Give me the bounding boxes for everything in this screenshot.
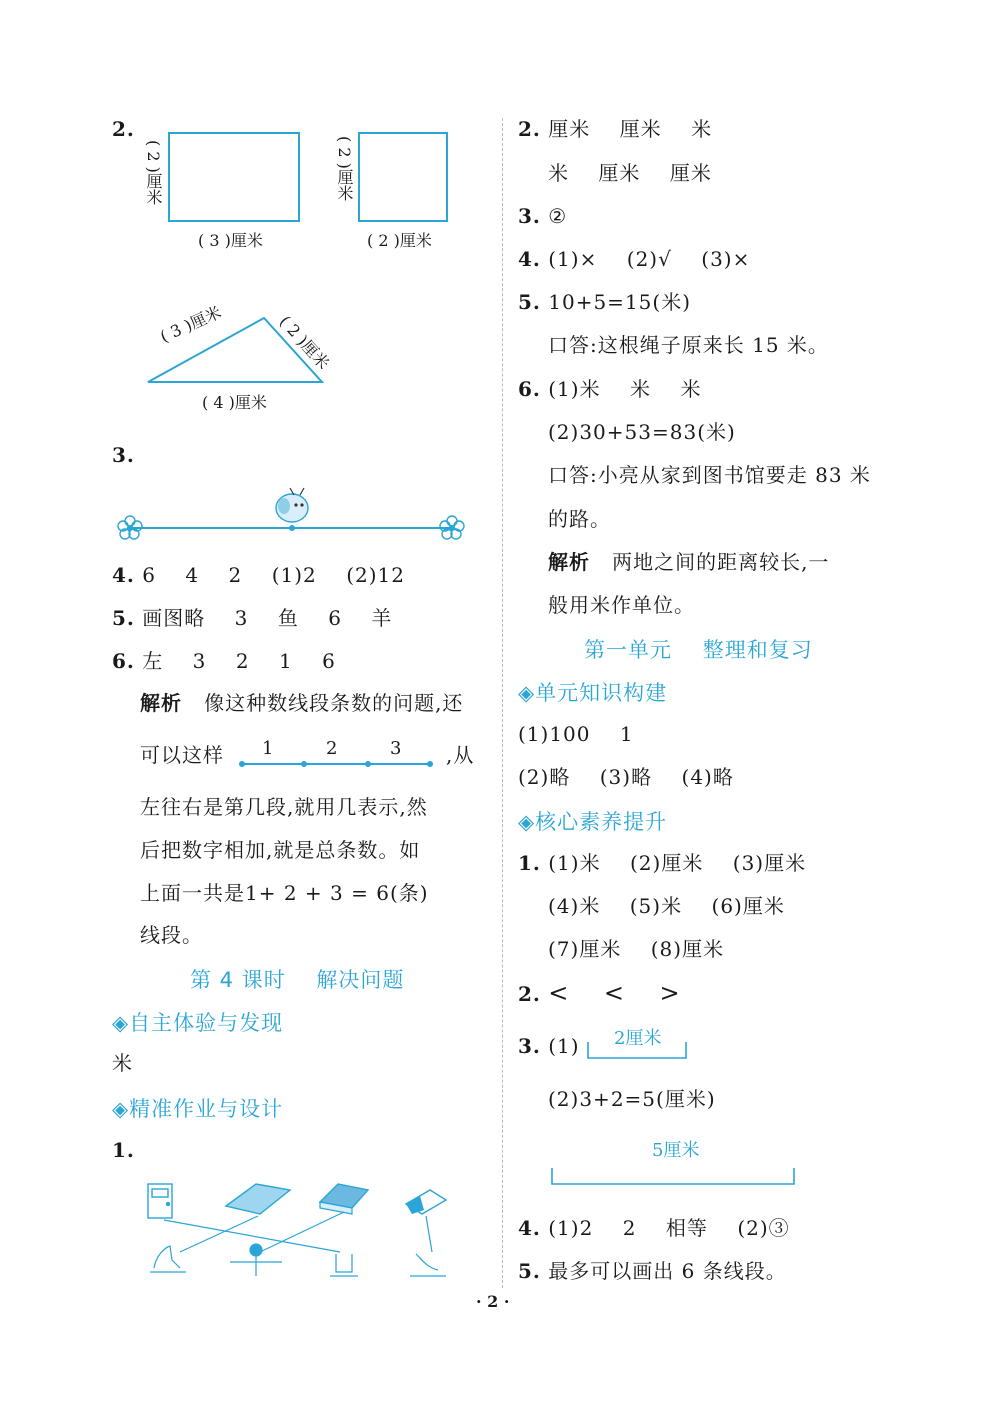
homework-q1-label: 1.	[112, 1138, 135, 1162]
r-q5-line	[518, 289, 691, 315]
q4-text: 6 4 2 (1)2 (2)12	[142, 563, 405, 587]
matching-figure	[140, 1176, 470, 1282]
knowledge-line1: (1)100 1	[518, 722, 634, 746]
q6-analysis-1	[140, 690, 463, 716]
triangle-right-label: ( 2 )厘米	[275, 312, 334, 373]
r-q3-label: 3.	[518, 204, 541, 228]
core-q1-line3: (7)厘米 (8)厘米	[548, 937, 725, 961]
analysis-text: 像这种数线段条数的问题,还	[204, 691, 464, 715]
core-q3-label: 3.	[518, 1034, 541, 1058]
door-icon	[148, 1184, 172, 1218]
r-q2-line2: 米 厘米 厘米	[548, 161, 712, 185]
r-q5-label: 5.	[518, 290, 541, 314]
arms-span-icon	[230, 1244, 282, 1276]
r-q3-line	[518, 203, 567, 229]
unit-title: 第一单元 整理和复习	[584, 638, 813, 662]
q6-text: 左 3 2 1 6	[142, 649, 336, 673]
rectangle-2-figure	[358, 132, 448, 222]
page-number: · 2 ·	[476, 1292, 510, 1311]
r-q5-answer: 口答:这根绳子原来长 15 米。	[548, 333, 829, 357]
q6-analysis-6: 线段。	[140, 923, 203, 947]
core-q1-text1: (1)米 (2)厘米 (3)厘米	[548, 851, 807, 875]
segment-num-2: 2	[326, 738, 338, 759]
core-q4-label: 4.	[518, 1216, 541, 1240]
rect2-side-label: ( 2 )厘米	[335, 136, 354, 201]
q6-analysis-2a: 可以这样	[140, 743, 224, 767]
section-title-experience: ◈自主体验与发现	[112, 1011, 284, 1035]
tablet-icon	[226, 1184, 290, 1214]
finger-span-icon	[330, 1254, 358, 1276]
core-q3-line1	[518, 1033, 580, 1059]
section-title-knowledge: ◈单元知识构建	[518, 681, 668, 705]
q5-line	[112, 605, 392, 631]
q6-analysis-3: 左往右是第几段,就用几表示,然	[140, 795, 428, 819]
core-q4-line	[518, 1215, 790, 1241]
core-q3-part2: (2)3+2=5(厘米)	[548, 1087, 716, 1111]
r-q2-text1: 厘米 厘米 米	[548, 117, 713, 141]
section-experience-answer: 米	[112, 1051, 133, 1075]
knowledge-line2: (2)略 (3)略 (4)略	[518, 765, 734, 789]
segment-num-1: 1	[262, 738, 274, 759]
r-q4-label: 4.	[518, 247, 541, 271]
analysis-label: 解析	[140, 691, 182, 715]
flower-line-figure	[112, 488, 472, 540]
r-analysis-text: 两地之间的距离较长,一	[612, 550, 830, 574]
q4-label: 4.	[112, 563, 135, 587]
q3-label: 3.	[112, 443, 135, 467]
r-q4-line	[518, 246, 750, 272]
q6-analysis-4: 后把数字相加,就是总条数。如	[140, 838, 421, 862]
rect1-side-label: ( 2 )厘米	[144, 140, 163, 205]
core-q2-label: 2.	[518, 982, 541, 1006]
q6-analysis-5: 上面一共是1+ 2 + 3 = 6(条)	[140, 881, 429, 905]
rect1-bottom-label: ( 3 )厘米	[198, 231, 263, 250]
rectangle-1-figure	[168, 132, 300, 222]
lesson-title: 第 4 课时 解决问题	[190, 968, 405, 992]
q2-label: 2.	[112, 117, 135, 141]
segment-num-3: 3	[390, 738, 402, 759]
segment-2cm	[586, 1040, 690, 1062]
core-q2-line	[518, 980, 681, 1007]
q6-line	[112, 648, 336, 674]
r-q6-analysis1	[548, 549, 829, 575]
core-q2-text: < < >	[548, 979, 681, 1007]
rect2-bottom-label: ( 2 )厘米	[367, 231, 432, 250]
core-q5-text: 最多可以画出 6 条线段。	[548, 1259, 787, 1283]
thumb-width-icon	[410, 1254, 446, 1276]
core-q5-line	[518, 1258, 787, 1284]
section-title-homework: ◈精准作业与设计	[112, 1097, 284, 1121]
r-q4-text: (1)× (2)√ (3)×	[548, 247, 751, 271]
q5-label: 5.	[112, 606, 135, 630]
r-q6-line2: (2)30+53=83(米)	[548, 420, 736, 444]
q6-label: 6.	[112, 649, 135, 673]
hand-span-icon	[150, 1246, 186, 1272]
book-icon	[320, 1184, 368, 1214]
r-q5-text: 10+5=15(米)	[548, 290, 691, 314]
bug-icon	[276, 488, 308, 522]
triangle-left-label: ( 3 )厘米	[157, 302, 225, 347]
r-analysis-label: 解析	[548, 550, 590, 574]
q5-text: 画图略 3 鱼 6 羊	[142, 606, 393, 630]
section-title-core: ◈核心素养提升	[518, 810, 668, 834]
r-q3-text: ②	[548, 204, 568, 228]
triangle-base-label: ( 4 )厘米	[202, 393, 267, 412]
core-q5-label: 5.	[518, 1259, 541, 1283]
eraser-icon	[406, 1190, 446, 1214]
core-q1-label: 1.	[518, 851, 541, 875]
segment-2cm-label: 2厘米	[614, 1028, 662, 1049]
core-q4-text: (1)2 2 相等 (2)③	[548, 1216, 790, 1240]
r-q6-text1: (1)米 米 米	[548, 377, 702, 401]
q4-line	[112, 562, 405, 588]
r-q2-label: 2.	[518, 117, 541, 141]
r-q6-analysis2: 般用米作单位。	[548, 593, 695, 617]
core-q3-part1: (1)	[548, 1034, 580, 1058]
r-q6-label: 6.	[518, 377, 541, 401]
q6-analysis-2b: ,从	[446, 743, 475, 767]
r-q6-answer1: 口答:小亮从家到图书馆要走 83 米	[548, 463, 871, 487]
column-divider	[502, 118, 503, 1288]
r-q6-answer2: 的路。	[548, 507, 611, 531]
r-q6-line1	[518, 376, 701, 402]
r-q2-line1	[518, 116, 712, 142]
core-q1-line2: (4)米 (5)米 (6)厘米	[548, 894, 785, 918]
core-q1-line1	[518, 850, 806, 876]
segment-5cm	[550, 1166, 798, 1188]
segment-5cm-label: 5厘米	[652, 1140, 700, 1161]
